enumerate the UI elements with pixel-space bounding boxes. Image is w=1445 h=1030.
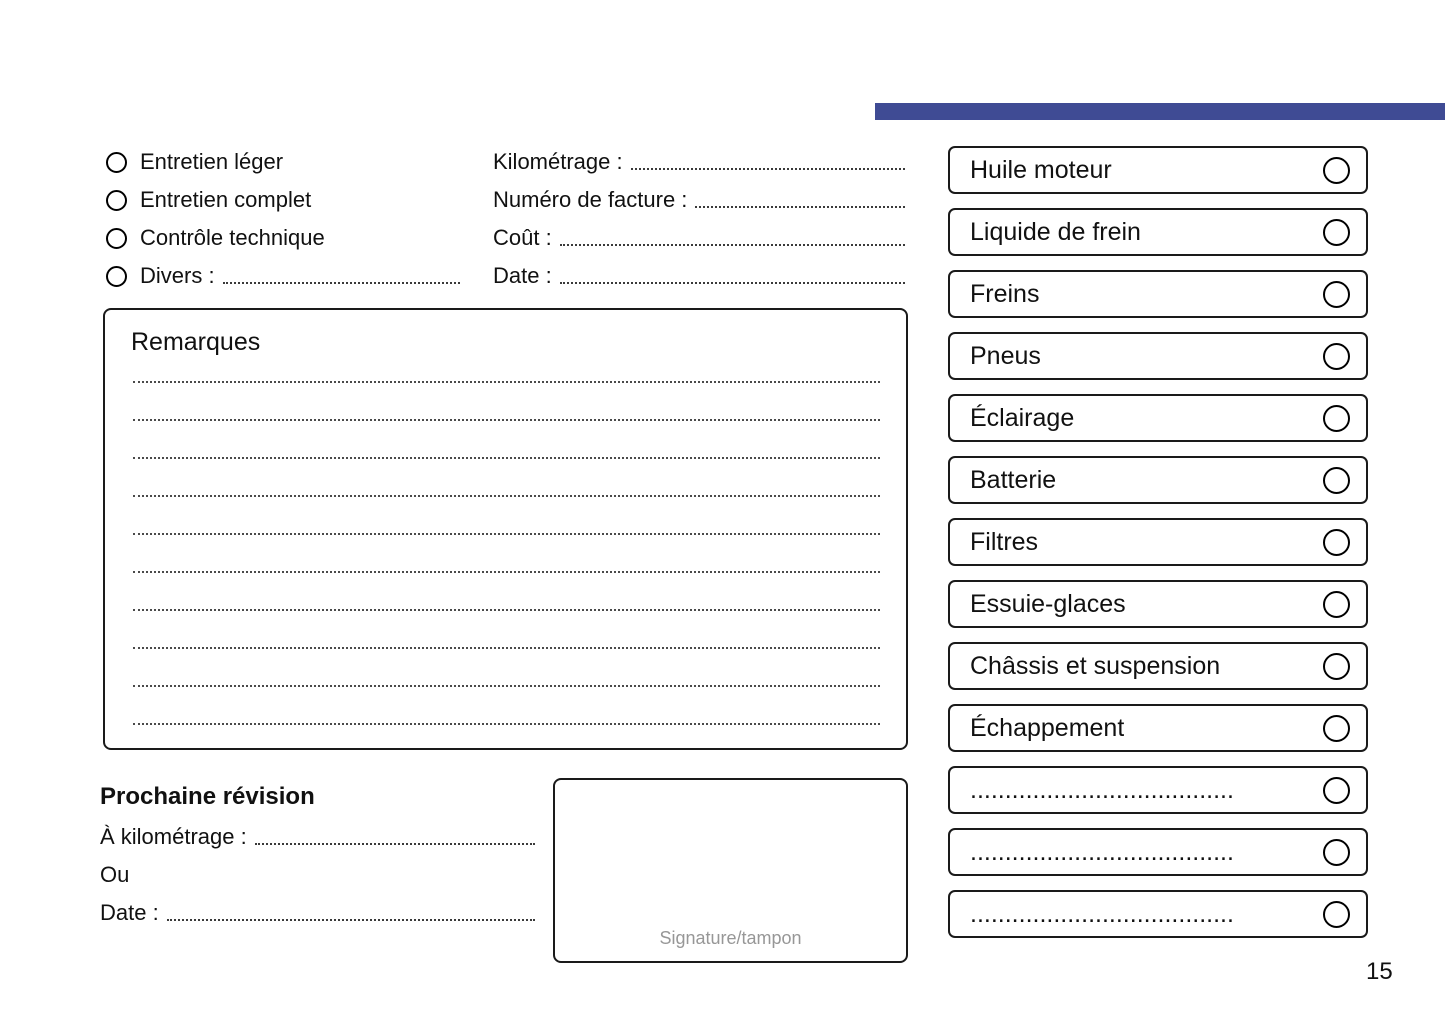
remarks-line — [133, 573, 880, 611]
checkbox-circle-icon — [1323, 901, 1350, 928]
dotted-fill-line — [223, 282, 460, 284]
remarks-lines — [133, 345, 880, 725]
checkbox-circle-icon — [1323, 529, 1350, 556]
radio-circle-icon — [106, 266, 127, 287]
checklist-item-batterie — [948, 456, 1368, 504]
field-label: Date : — [493, 263, 552, 288]
checkbox-circle-icon — [1323, 281, 1350, 308]
remarks-line — [133, 383, 880, 421]
dotted-fill-line — [631, 168, 905, 170]
remarks-box — [103, 308, 908, 750]
remarks-line — [133, 459, 880, 497]
checkbox-circle-icon — [1323, 467, 1350, 494]
checklist-item-freins — [948, 270, 1368, 318]
remarks-line — [133, 345, 880, 383]
checklist-item-label: Huile moteur — [970, 155, 1112, 184]
dotted-fill-line — [695, 206, 905, 208]
dotted-fill-line — [255, 843, 535, 845]
checklist-item-label: Pneus — [970, 341, 1041, 370]
field-cout — [493, 219, 905, 257]
checklist-item-label: ...................................... — [970, 899, 1234, 928]
remarks-line — [133, 649, 880, 687]
checklist-item-label: Freins — [970, 279, 1040, 308]
checkbox-circle-icon — [1323, 839, 1350, 866]
checklist-item-liquide-de-frein — [948, 208, 1368, 256]
field-date — [493, 257, 905, 295]
option-entretien-leger — [106, 143, 460, 181]
field-label: Kilométrage : — [493, 149, 623, 174]
checklist-item-blank-3 — [948, 890, 1368, 938]
checklist-item-label: Éclairage — [970, 403, 1075, 432]
field-label: À kilométrage : — [100, 824, 247, 849]
dotted-fill-line — [560, 282, 905, 284]
option-entretien-complet — [106, 181, 460, 219]
remarks-title: Remarques — [131, 328, 261, 356]
dotted-fill-line — [560, 244, 905, 246]
checklist-item-label: Châssis et suspension — [970, 651, 1221, 680]
checklist-item-label: Liquide de frein — [970, 217, 1141, 246]
next-service-date — [100, 894, 535, 932]
checklist-item-label: Batterie — [970, 465, 1057, 494]
radio-circle-icon — [106, 190, 127, 211]
checkbox-circle-icon — [1323, 653, 1350, 680]
field-label: Numéro de facture : — [493, 187, 688, 212]
checklist-item-label: Essuie-glaces — [970, 589, 1126, 618]
checklist-item-huile-moteur — [948, 146, 1368, 194]
dotted-fill-line — [167, 919, 535, 921]
checklist-item-blank-2 — [948, 828, 1368, 876]
next-service-or — [100, 856, 535, 894]
field-label: Date : — [100, 900, 159, 925]
remarks-line — [133, 497, 880, 535]
next-service-title: Prochaine révision — [100, 783, 315, 810]
checklist-item-chassis-et-suspension — [948, 642, 1368, 690]
checklist-item-pneus — [948, 332, 1368, 380]
checkbox-circle-icon — [1323, 219, 1350, 246]
option-label: Contrôle technique — [140, 225, 325, 250]
field-label: Ou — [100, 862, 130, 887]
service-type-options — [106, 143, 460, 295]
top-accent-bar — [875, 103, 1445, 120]
checklist-item-filtres — [948, 518, 1368, 566]
radio-circle-icon — [106, 152, 127, 173]
checkbox-circle-icon — [1323, 591, 1350, 618]
checkbox-circle-icon — [1323, 343, 1350, 370]
remarks-line — [133, 611, 880, 649]
checklist-item-eclairage — [948, 394, 1368, 442]
option-controle-technique — [106, 219, 460, 257]
checklist-item-echappement — [948, 704, 1368, 752]
remarks-line — [133, 421, 880, 459]
checkbox-circle-icon — [1323, 777, 1350, 804]
checkbox-circle-icon — [1323, 405, 1350, 432]
signature-label: Signature/tampon — [659, 928, 802, 948]
checklist-item-label: Échappement — [970, 713, 1125, 742]
signature-box — [553, 778, 908, 963]
next-service-kilometrage — [100, 818, 535, 856]
checklist-item-label: ...................................... — [970, 775, 1234, 804]
option-label: Divers : — [140, 263, 215, 288]
option-label: Entretien léger — [140, 149, 284, 174]
checklist-item-label: Filtres — [970, 527, 1039, 556]
checkbox-circle-icon — [1323, 157, 1350, 184]
option-divers — [106, 257, 460, 295]
checklist-item-label: ...................................... — [970, 837, 1234, 866]
remarks-line — [133, 535, 880, 573]
checkbox-circle-icon — [1323, 715, 1350, 742]
option-label: Entretien complet — [140, 187, 312, 212]
field-label: Coût : — [493, 225, 552, 250]
service-fields — [493, 143, 905, 295]
next-service-section — [100, 776, 535, 932]
field-kilometrage — [493, 143, 905, 181]
remarks-line — [133, 687, 880, 725]
checklist-item-essuie-glaces — [948, 580, 1368, 628]
inspection-checklist — [948, 146, 1368, 952]
field-numero-facture — [493, 181, 905, 219]
page-number: 15 — [1366, 958, 1393, 985]
radio-circle-icon — [106, 228, 127, 249]
checklist-item-blank-1 — [948, 766, 1368, 814]
